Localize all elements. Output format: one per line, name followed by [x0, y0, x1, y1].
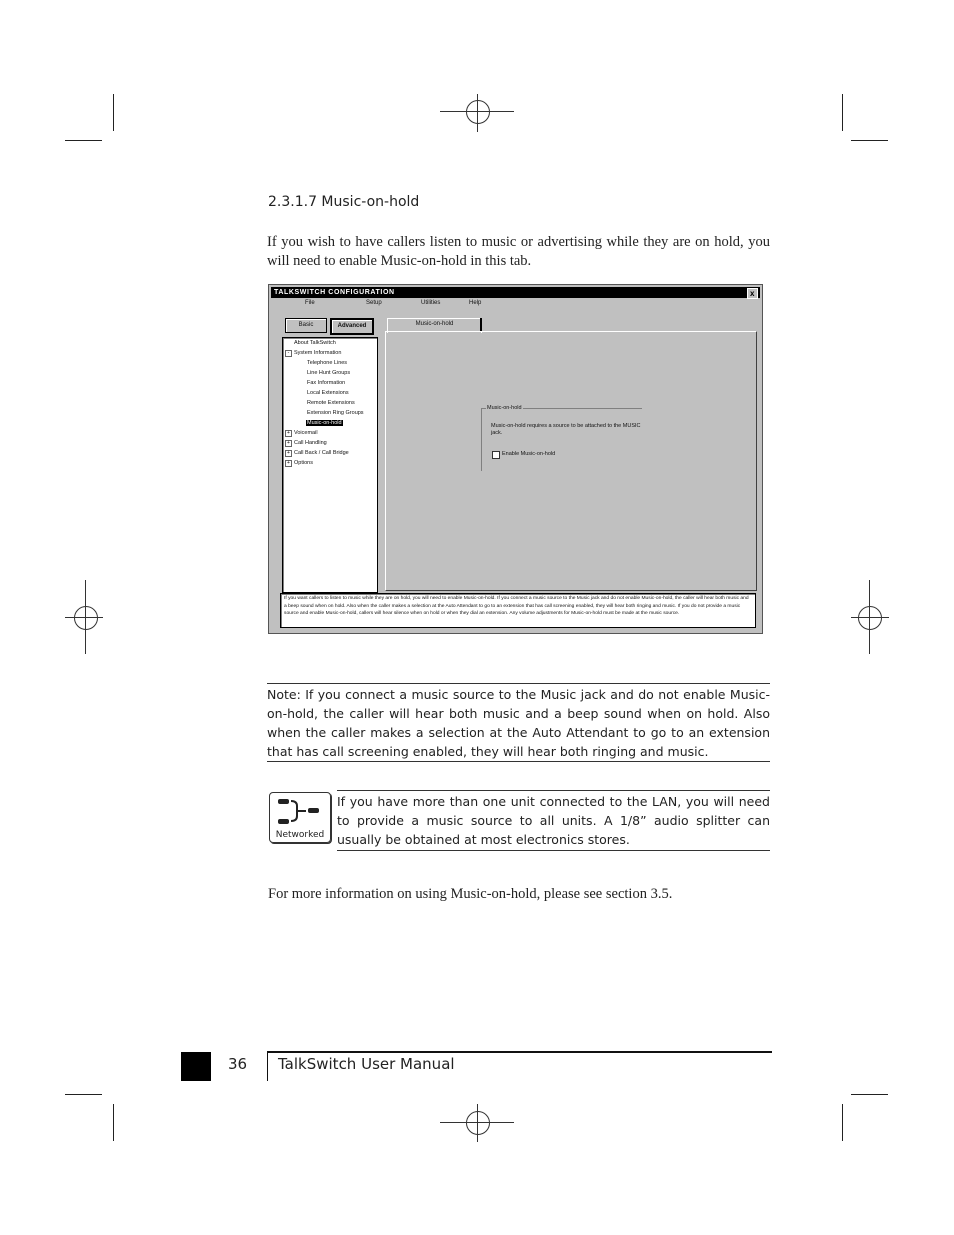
tab-music-on-hold[interactable]: Music-on-hold: [387, 318, 482, 333]
expand-icon[interactable]: +: [285, 460, 292, 467]
crop-mark: [113, 94, 114, 131]
crop-mark: [65, 140, 102, 141]
crop-mark: [65, 1094, 102, 1095]
group-title: Music-on-hold: [487, 405, 522, 411]
collapse-icon[interactable]: -: [285, 350, 292, 357]
tree-item-telephone-lines[interactable]: Telephone Lines: [307, 360, 348, 366]
footer-tab-block: [181, 1052, 211, 1081]
registration-line: [477, 94, 478, 132]
advanced-button[interactable]: Advanced: [330, 318, 374, 335]
expand-icon[interactable]: +: [285, 450, 292, 457]
close-icon[interactable]: x: [747, 288, 758, 299]
tree-item-voicemail[interactable]: Voicemail: [294, 430, 318, 436]
networked-note: If you have more than one unit connected to the LAN, you will need to provide a music source to all units. A 1/8” audio splitter can usually be obtained at most electronics stores.: [337, 790, 770, 851]
footer-title: TalkSwitch User Manual: [278, 1055, 455, 1073]
settings-tree: [282, 337, 378, 593]
menu-setup[interactable]: Setup: [366, 300, 382, 306]
crop-mark: [842, 1104, 843, 1141]
registration-line: [65, 617, 103, 618]
tree-item-about[interactable]: About TalkSwitch: [294, 340, 336, 346]
crop-mark: [113, 1104, 114, 1141]
footer-rule: [267, 1051, 772, 1053]
tree-item-call-back[interactable]: Call Back / Call Bridge: [294, 450, 349, 456]
tree-item-options[interactable]: Options: [294, 460, 313, 466]
intro-paragraph: If you wish to have callers listen to music or advertising while they are on hold, you will need to enable Music-on-hold in this tab.: [267, 234, 770, 269]
help-text-box: If you want callers to listen to music while they are on hold, you will need to enable Music-on-hold. If you connect a music source to the Music jack and do not enable Music-on-hold, the caller will hear both music and a beep sound when on hold. Also when the caller makes a selection at the Auto Attendant to go to an extension that has call screening enabled, they will hear both ringing and music. If you do not provide a music source and enable Music-on-hold, callers will hear silence when on hold or when they dial an extension. Any volume adjustments for Music-on-hold must be made at the music source.: [280, 593, 756, 628]
registration-line: [869, 580, 870, 654]
crop-mark: [851, 1094, 888, 1095]
footer-divider: [267, 1051, 268, 1081]
window-title: TALKSWITCH CONFIGURATION: [274, 289, 395, 296]
registration-target: [466, 1111, 490, 1135]
enable-music-on-hold-checkbox[interactable]: [492, 451, 500, 459]
checkbox-label: Enable Music-on-hold: [502, 451, 556, 457]
registration-line: [851, 617, 889, 618]
menu-bar: [271, 299, 760, 310]
crop-mark: [842, 94, 843, 131]
networked-icon: [269, 792, 331, 843]
basic-button[interactable]: Basic: [285, 318, 327, 333]
more-info-paragraph: For more information on using Music-on-hold, please see section 3.5.: [268, 886, 673, 902]
tree-item-call-handling[interactable]: Call Handling: [294, 440, 327, 446]
tree-item-music-on-hold[interactable]: Music-on-hold: [307, 420, 342, 426]
registration-target: [858, 606, 882, 630]
tree-item-ring-groups[interactable]: Extension Ring Groups: [307, 410, 364, 416]
group-description: Music-on-hold requires a source to be attached to the MUSIC jack.: [491, 423, 641, 436]
page-number: 36: [228, 1055, 248, 1073]
expand-icon[interactable]: +: [285, 440, 292, 447]
tree-item-local-extensions[interactable]: Local Extensions: [307, 390, 349, 396]
tab-edge: [480, 318, 482, 332]
tree-item-system-info[interactable]: System Information: [294, 350, 342, 356]
network-diagram-icon: [270, 793, 330, 827]
tree-item-fax-info[interactable]: Fax Information: [307, 380, 346, 386]
expand-icon[interactable]: +: [285, 430, 292, 437]
registration-target: [466, 100, 490, 124]
registration-line: [85, 580, 86, 654]
tree-item-remote-extensions[interactable]: Remote Extensions: [307, 400, 355, 406]
menu-utilities[interactable]: Utilities: [421, 300, 441, 306]
menu-help[interactable]: Help: [469, 300, 482, 306]
registration-line: [477, 1104, 478, 1142]
tree-item-line-hunt-groups[interactable]: Line Hunt Groups: [307, 370, 351, 376]
note-box: Note: If you connect a music source to the Music jack and do not enable Music-on-hold, the caller will hear both music and a beep sound when on hold. Also when the caller makes a selection at the Auto Attendant to go to an extension that has call screening enabled, they will hear both ringing and music.: [267, 683, 770, 762]
registration-target: [74, 606, 98, 630]
crop-mark: [851, 140, 888, 141]
window-titlebar: [271, 287, 760, 298]
networked-label: Networked: [275, 830, 325, 840]
music-on-hold-group: [481, 405, 642, 471]
config-window-screenshot: [268, 284, 763, 634]
menu-file[interactable]: File: [305, 300, 315, 306]
tab-panel: [385, 331, 757, 591]
section-heading: 2.3.1.7 Music-on-hold: [268, 194, 420, 210]
